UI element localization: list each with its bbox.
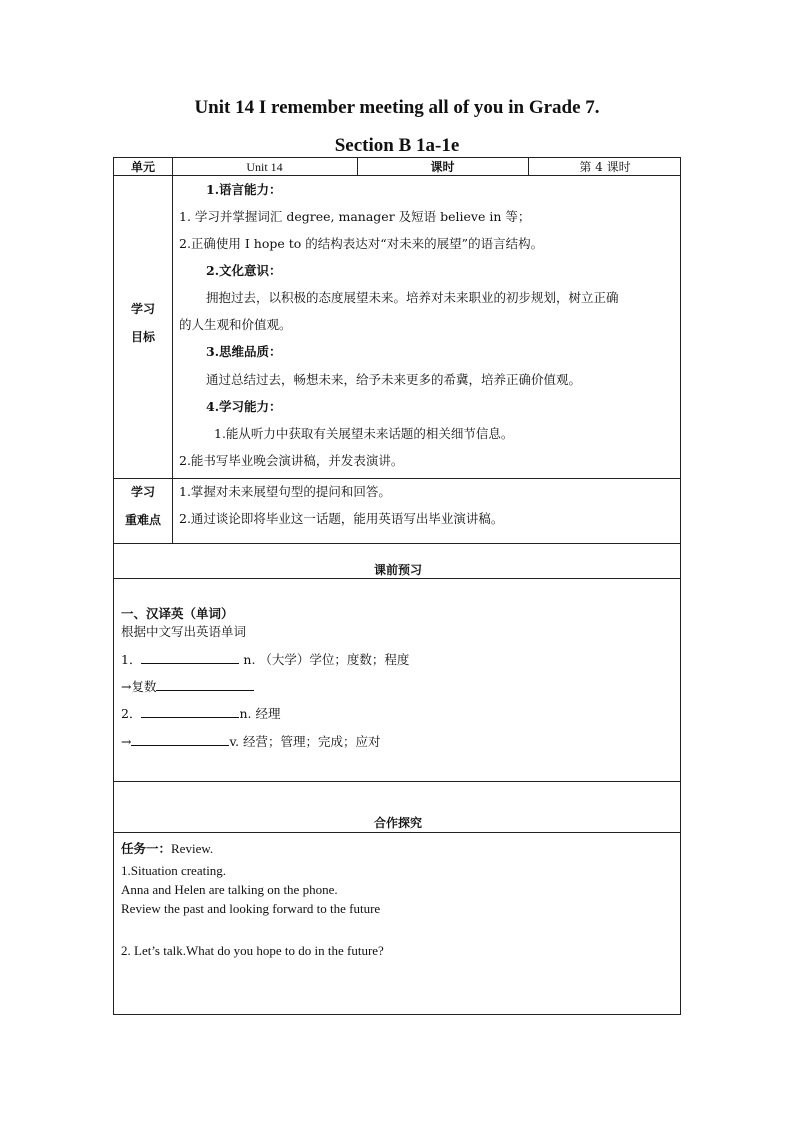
period-label: 课时: [430, 160, 455, 174]
key-point-2: 2.通过谈论即将毕业这一话题，能用英语写出毕业演讲稿。: [179, 511, 504, 526]
question-2-blank[interactable]: [141, 705, 239, 718]
row-divider: [114, 832, 680, 833]
language-heading: 1.语言能力：: [206, 182, 282, 197]
question-1-plural: [121, 677, 254, 695]
period-value: 第 4 课时: [579, 160, 631, 174]
learning-item-2: 2.能书写毕业晚会演讲稿，并发表演讲。: [179, 453, 404, 468]
preview-instruction: 根据中文写出英语单词: [121, 624, 247, 639]
preview-heading: 课前预习: [373, 563, 422, 577]
preview-section-title: 一、汉译英（单词）: [121, 606, 234, 621]
culture-text-1: 拥抱过去，以积极的态度展望未来。培养对未来职业的初步规划，树立正确: [206, 290, 619, 305]
task-one-title: Review.: [171, 841, 214, 856]
row-divider: [114, 478, 680, 479]
document-title: Unit 14 I remember meeting all of you in Grade 7.: [194, 97, 600, 118]
culture-text-2: 的人生观和价值观。: [179, 317, 292, 332]
question-2: [121, 704, 280, 722]
row-divider: [114, 543, 680, 544]
task-one-label: 任务一：: [121, 841, 172, 856]
question-1-number: 1．: [121, 652, 142, 667]
key-points-label-2: 重难点: [124, 513, 161, 527]
question-1-blank[interactable]: [141, 651, 239, 664]
question-2-number: 2．: [121, 706, 142, 721]
question-1-text: n. （大学）学位；度数；程度: [239, 652, 410, 667]
column-divider: [172, 158, 173, 543]
task-one: [121, 839, 213, 857]
question-1-plural-blank[interactable]: [156, 678, 254, 691]
question-1: [121, 650, 409, 668]
question-2-text: n. 经理: [239, 706, 281, 721]
row-divider: [114, 578, 680, 579]
thinking-heading: 3.思维品质：: [206, 344, 282, 359]
step-2: 2. Let’s talk.What do you hope to do in the future?: [121, 943, 384, 958]
unit-value: Unit 14: [246, 160, 283, 174]
lesson-plan-table: [113, 157, 681, 1015]
question-2-arrow: →: [121, 734, 132, 749]
language-item-1: 1. 学习并掌握词汇 degree, manager 及短语 believe in 等；: [179, 209, 531, 224]
learning-heading: 4.学习能力：: [206, 399, 282, 414]
step-1-line-2: Review the past and looking forward to the future: [121, 901, 381, 916]
row-divider: [114, 781, 680, 782]
key-points-label: 学习: [130, 485, 155, 499]
question-1-plural-label: →复数: [121, 679, 157, 694]
question-2-verb-text: v. 经营；管理；完成；应对: [229, 734, 381, 749]
cooperation-heading: 合作探究: [373, 816, 422, 830]
language-item-2: 2.正确使用 I hope to 的结构表达对“对未来的展望”的语言结构。: [179, 236, 544, 251]
step-1: 1.Situation creating.: [121, 863, 227, 878]
row-divider: [114, 175, 680, 176]
objectives-label-2: 目标: [130, 330, 155, 344]
learning-item-1: 1.能从听力中获取有关展望未来话题的相关细节信息。: [214, 426, 514, 441]
culture-heading: 2.文化意识：: [206, 263, 282, 278]
key-point-1: 1.掌握对未来展望句型的提问和回答。: [179, 484, 391, 499]
question-2-verb: [121, 732, 381, 750]
objectives-label: 学习: [130, 302, 155, 316]
document-subtitle: Section B 1a-1e: [334, 135, 460, 156]
unit-label: 单元: [130, 160, 155, 174]
thinking-text: 通过总结过去，畅想未来，给予未来更多的希冀，培养正确价值观。: [206, 372, 582, 387]
step-1-line-1: Anna and Helen are talking on the phone.: [121, 882, 338, 897]
question-2-verb-blank[interactable]: [131, 733, 229, 746]
